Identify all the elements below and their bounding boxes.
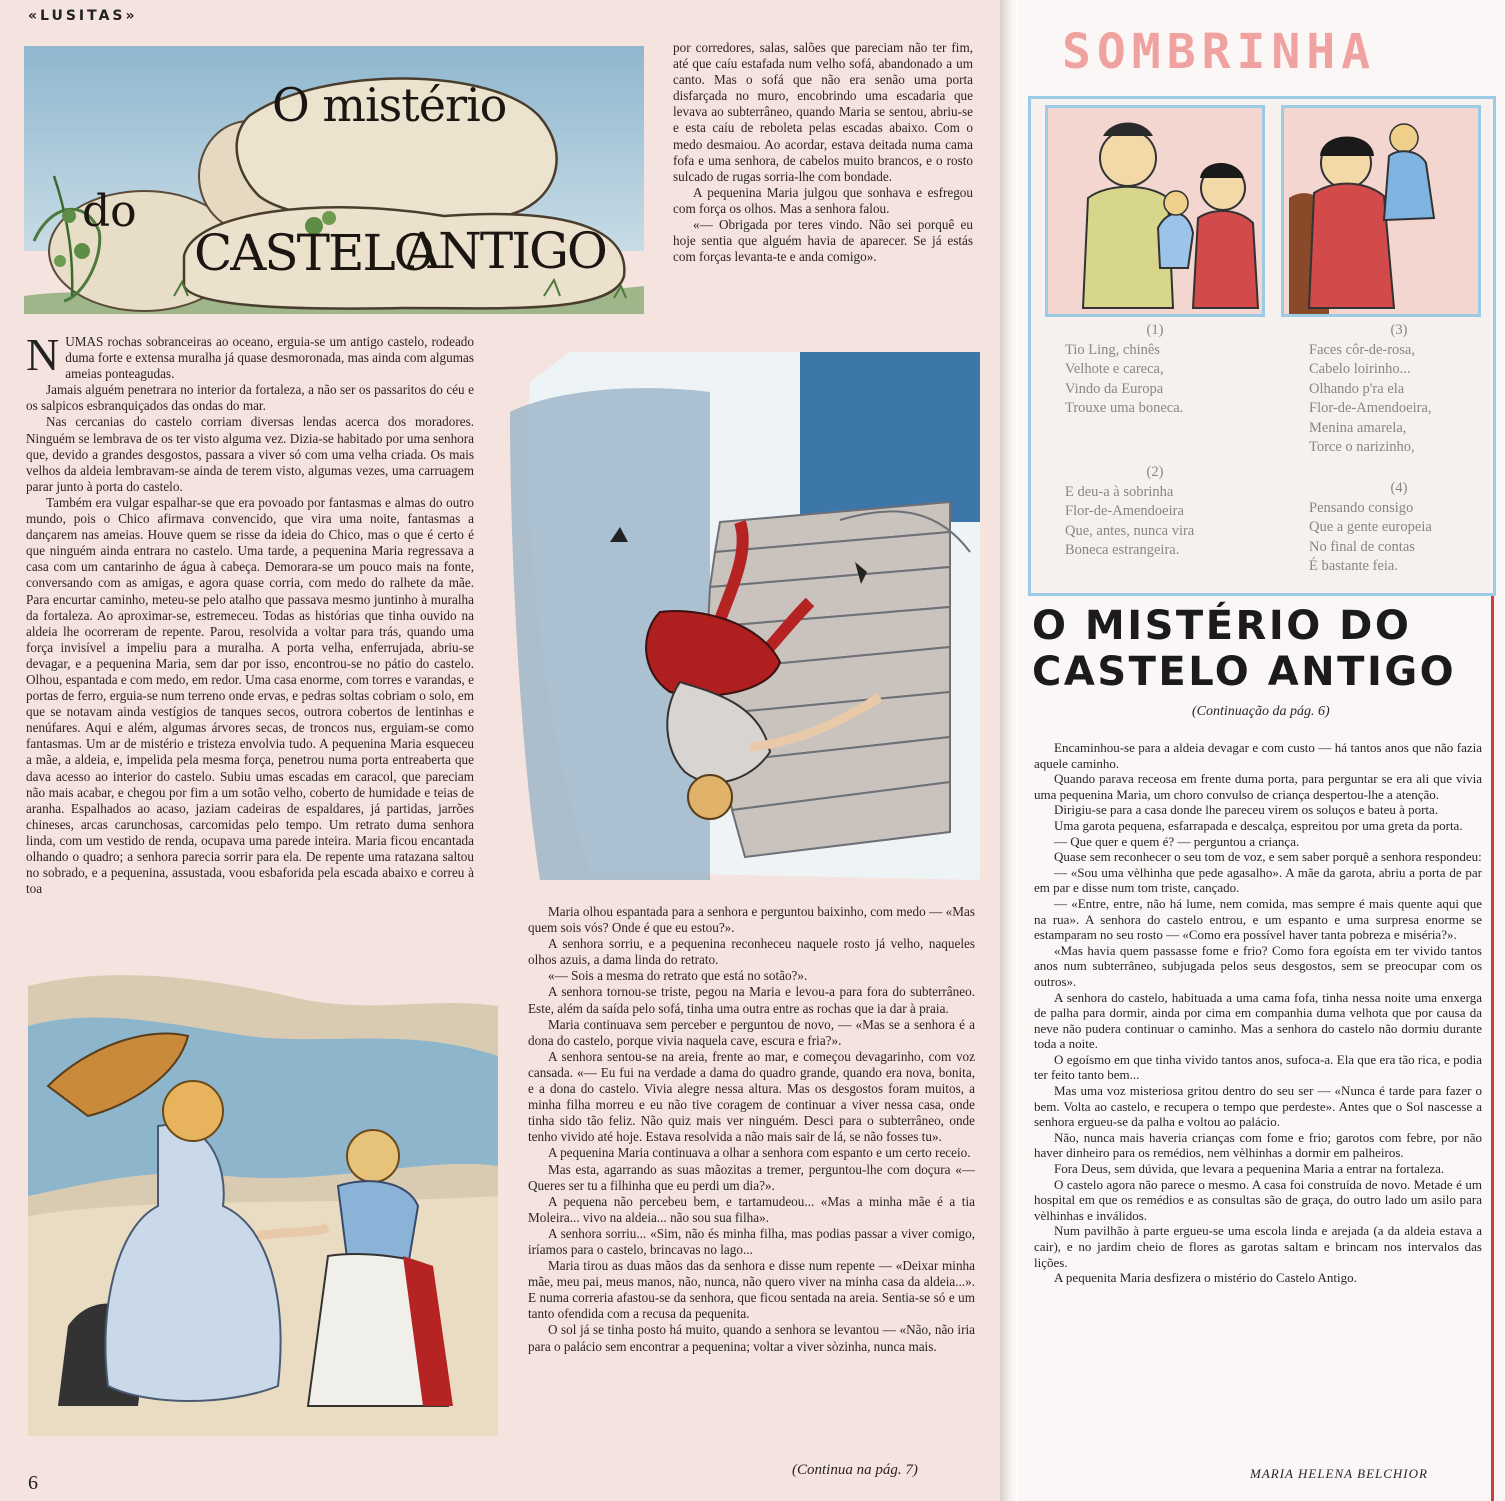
paragraph: Nas cercanias do castelo corriam diversas lendas acerca dos moradores. Ninguém se lembrava de os ter visto alguma vez. Dizia-se habitado por uma senhora que, devido a grandes desgostos, passara a viver só com uma velha criada. Os mais velhos da aldeia lembravam-se ainda de terem visto, algumas vezes, uma carruagem parar junto à porta do castelo. <box>26 414 474 494</box>
seaside-art <box>28 966 498 1436</box>
title-antigo: ANTIGO <box>404 222 606 280</box>
paragraph: A pequena não percebeu bem, e tartamudeou... «Mas a minha mãe é a tia Moleira... vivo na aldeia... não sou sua filha». <box>528 1193 975 1225</box>
paragraph: A senhora tornou-se triste, pegou na Maria e levou-a para fora do subterrâneo. Este, além da saída pelo sofá, tinha uma outra entre as rochas que ia dar à praia. <box>528 984 975 1016</box>
paragraph: A pequenina Maria julgou que sonhava e esfregou com força os olhos. Mas a senhora falou. <box>673 184 973 216</box>
staircase-art <box>510 352 980 880</box>
girl-doll-art <box>1284 108 1478 314</box>
poem-frame <box>1028 96 1496 596</box>
page-runner: «LUSITAS» <box>28 8 138 24</box>
story-column-2-top <box>673 40 973 265</box>
poem-line: Que a gente europeia <box>1309 519 1432 535</box>
poem-line: Olhando p'ra ela <box>1309 380 1405 397</box>
poem-line: É bastante feia. <box>1309 558 1398 574</box>
poem-line: Flor-de-Amendoeira, <box>1309 400 1432 416</box>
page-gutter <box>1000 0 1018 1501</box>
panel-1-illustration <box>1045 105 1265 317</box>
right-page <box>1018 0 1505 1501</box>
paragraph: — Que quer e quem é? — perguntou a criança. <box>1054 833 1300 849</box>
title-castelo: CASTELO <box>194 224 433 282</box>
page-number: 6 <box>28 1472 38 1494</box>
panel-2-illustration <box>1281 105 1481 317</box>
continued-note: (Continua na pág. 7) <box>792 1462 918 1478</box>
paragraph: — «Entre, entre, não há lume, nem comida, mas sempre é mais quente aqui que na rua». A senhora do castelo entrou, e um espanto e uma surpresa enorme se estamparam no seu rosto — «Como era possível haver tanta pobreza e miséria?». <box>1034 895 1482 943</box>
story-column-1 <box>26 329 474 897</box>
poem-line: Flor-de-Amendoeira <box>1065 503 1184 519</box>
stanza-number: (4) <box>1390 480 1408 496</box>
story-continuation <box>1034 740 1482 1286</box>
paragraph: «Mas havia quem passasse fome e frio? Como fora egoísta em ter vivido tantos anos num subterrâneo, subjugada pelos seus desgostos, sem se preocupar com os outros». <box>1034 942 1482 989</box>
paragraph: UMAS rochas sobranceiras ao oceano, erguia-se um antigo castelo, rodeado duma forte e extensa muralha já quase desmoronada, mas ainda com algumas ameias ponteagudas. <box>65 334 474 382</box>
paragraph: Não, nunca mais haveria crianças com fome e frio; garotos com febre, por não haver dinheiro para os remédios, nem vèlhinhas a dormir em palheiros. <box>1034 1129 1482 1161</box>
staircase-fall-illustration <box>510 352 980 880</box>
paragraph: «— Obrigada por teres vindo. Não sei porquê eu hoje sentia que alguém havia de aparecer. Se já estás com forças levanta-te e anda comigo». <box>673 217 973 265</box>
author-signature: MARIA HELENA BELCHIOR <box>1250 1466 1428 1481</box>
paragraph: Quando parava receosa em frente duma porta, para perguntar se era ali que vivia uma pequenina Maria, um choro convulso de criança despertou-lhe a atenção. <box>1034 771 1482 802</box>
stanza-2 <box>1065 463 1245 561</box>
paragraph: Uma garota pequena, esfarrapada e descalça, espreitou por uma greta da porta. <box>1054 817 1463 833</box>
story-column-2-bottom <box>528 904 975 1355</box>
paragraph: «— Sois a mesma do retrato que está no sotão?». <box>548 968 808 984</box>
paragraph: A pequenita Maria desfizera o mistério do Castelo Antigo. <box>1054 1270 1357 1286</box>
stanza-number: (3) <box>1390 322 1408 338</box>
paragraph: por corredores, salas, salões que pareciam não ter fim, até que caíu estafada num velho sofá, abandonado a um canto. Mas o sofá que não era senão uma porta disfarçada no muro, encobrindo uma escadaria que levava ao subterrâneo, quando Maria se sentou, abriu-se e esta caíu de reboleta pelas escadas abaixo. Com o medo desmaiou. Ao acordar, estava deitada numa cama fofa e uma senhora, de cabelos muito brancos, e o rosto sulcado de rugas sorria-lhe com bondade. <box>673 40 973 184</box>
paragraph: Num pavilhão à parte ergueu-se uma escola linda e arejada (a da aldeia estava a cair), e no jardim cheio de flores as garotas saltam e brincam nos intervalos das lições. <box>1034 1223 1482 1270</box>
paragraph: A senhora sentou-se na areia, frente ao mar, e começou devagarinho, com voz cansada. «— Eu fui na verdade a dama do quadro grande, quando era nova, bonita, e a dona do castelo. Vivia alegre nessa altura. Mas os desgostos foram muitos, a minha filha morreu e eu não tive coragem de continuar a viver nessa casa, onde tinha sido tão feliz. Não quiz mais ver ninguém. Desci para o subterrâneo, onde tenho vivido até hoje. Estava resolvida a não mais sair de lá, se não fosses tu». <box>528 1048 975 1145</box>
poem-line: Pensando consigo <box>1309 499 1414 516</box>
poem-line: E deu-a à sobrinha <box>1065 483 1174 500</box>
title-illustration <box>24 46 644 314</box>
poem-line: Velhote e careca, <box>1065 361 1164 377</box>
red-border-rule <box>1491 596 1494 1501</box>
paragraph: Encaminhou-se para a aldeia devagar e com custo — há tantos anos que não fazia aquele caminho. <box>1034 740 1482 771</box>
poem-line: Vindo da Europa <box>1065 380 1164 397</box>
paragraph: Mas uma voz misteriosa gritou dentro do seu ser — «Nunca é tarde para fazer o bem. Volta ao castelo, e recupera o tempo que perdeste». Antes que o Sol nascesse a senhora ergueu-se da palha e voltou ao palácio. <box>1034 1083 1482 1130</box>
paragraph: A senhora sorriu, e a pequenina reconheceu naquele rosto já velho, naqueles olhos azuis, a dama linda do retrato. <box>528 936 975 968</box>
paragraph: Jamais alguém penetrara no interior da fortaleza, a não ser os passaritos do céu e os salpicos esbranquiçados das ondas do mar. <box>26 382 474 414</box>
title-line-1: O mistério <box>272 78 507 132</box>
sombrinha-title: SOMBRINHA <box>1062 24 1377 80</box>
paragraph: Maria olhou espantada para a senhora e perguntou baixinho, com medo — «Mas quem sois vós? Onde é que eu estou?». <box>528 904 975 936</box>
paragraph: — «Sou uma vèlhinha que pede agasalho». A mãe da garota, abriu a porta de par em par e disse num tom triste, cançado. <box>1034 864 1482 896</box>
paragraph: O castelo agora não parece o mesmo. A casa foi construída de novo. Metade é um hospital em que os remédios e as consultas são de graça, do outro lado um asilo para vèlhinhas e inválidos. <box>1034 1176 1482 1223</box>
stanza-number: (1) <box>1146 322 1164 338</box>
poem-line: Boneca estrangeira. <box>1065 542 1180 558</box>
poem-line: Que, antes, nunca vira <box>1065 522 1195 539</box>
paragraph: Mas esta, agarrando as suas mãozitas a tremer, perguntou-lhe com doçura «— Queres ser tu a filhinha que eu perdi um dia?». <box>528 1161 975 1193</box>
poem-line: Faces côr-de-rosa, <box>1309 341 1415 358</box>
title-do: do <box>82 186 137 237</box>
paragraph: Fora Deus, sem dúvida, que levara a pequenina Maria a entrar na fortaleza. <box>1054 1161 1445 1177</box>
drop-cap: N <box>26 329 60 380</box>
poem-line: Trouxe uma boneca. <box>1065 400 1184 416</box>
seaside-illustration <box>28 966 498 1436</box>
paragraph: Maria continuava sem perceber e perguntou de novo, — «Mas se a senhora é a dona do castelo, porque vivia naquela cave, escura e fria?». <box>528 1016 975 1048</box>
continuation-note: (Continuação da pág. 6) <box>1192 704 1330 719</box>
paragraph: Também era vulgar espalhar-se que era povoado por fantasmas e almas do outro mundo, pois o Chico afirmava convencido, que vira uma noite, fantasmas a dançarem nas ameias. Houve quem se risse da ideia do Chico, mas o que é certo é que ninguém ainda entrara no castelo. Uma tarde, a pequenina Maria regressava a casa com um cantarinho de água à cabeça. Demorara-se um pouco mais na fonte, conversando com as amigas, e agora quase corria, com medo do ralhete da mãe. Para encurtar caminho, meteu-se pelo atalho que passava mesmo juntinho à muralha da fortaleza. Ao aproximar-se, estremeceu. Todas as histórias que tinha ouvido na aldeia lhe ocorreram de repente. Parou, resolvida a voltar para trás, quando uma força invisível a impeliu para a muralha. A porta velha, enferrujada, abriu-se devagar, e a pequenina Maria, sem dar por isso, encontrou-se no pátio do castelo. Olhou, espantada e com medo, em redor. Uma casa enorme, com torres e varandas, e portas de ferro, erguia-se num terreno onde ervas, e pedras soltas cobriam o solo, em que se notavam ainda vestígios de tanques secos, outrora cobertos de lentinhas e nenúfares. Aqui e além, algumas árvores secas, de troncos nus, erguiam-se como fantasmas. Um ar de mistério e tristeza envolvia tudo. A pequenina Maria esqueceu a mãe, a aldeia, e, impelida pela mesma força, penetrou numa porta entreaberta que dava acesso ao interior do castelo. Subiu umas escadas em caracol, que pareciam não mais acabar, e chegou por fim a um sotão velho, coberto de humidade e teias de aranha. Espalhados ao acaso, jaziam cadeiras de espaldares, já partidas, jarrões chineses, arcas carunchosas, carcomidas pelo tempo. Um retrato duma senhora linda, com um vestido de renda, ocupava uma parede inteira. Maria ficou encantada olhando o quadro; a senhora parecia sorrir para ela. De repente uma ratazana saltou no sobrado, e a pequenina, assustada, voou esbaforida pela escada abaixo e correu à toa <box>26 494 474 897</box>
stanza-number: (2) <box>1146 464 1164 480</box>
stanza-3 <box>1309 321 1489 458</box>
paragraph: O sol já se tinha posto há muito, quando a senhora se levantou — «Não, não iria para o palácio sem encontrar a pequenina; voltar a viver sòzinha, nunca mais. <box>528 1322 975 1354</box>
paragraph: Dirigiu-se para a casa donde lhe pareceu virem os soluços e bateu à porta. <box>1054 802 1439 818</box>
poem-line: Torce o narizinho, <box>1309 439 1415 455</box>
paragraph: A senhora sorriu... «Sim, não és minha filha, mas podias passar a viver comigo, iríamos para o castelo, brincavas no lago... <box>528 1225 975 1257</box>
paragraph: O egoísmo em que tinha vivido tantos anos, sufoca-a. Ela que era tão rica, e podia ter feito tanto bem... <box>1034 1051 1482 1083</box>
story-title-line-2: CASTELO ANTIGO <box>1032 649 1457 695</box>
stanza-4 <box>1309 479 1489 577</box>
story-title-line-1: O MISTÉRIO DO <box>1032 603 1412 649</box>
paragraph: Quase sem reconhecer o seu tom de voz, e sem saber porquê a senhora respondeu: <box>1054 849 1482 865</box>
paragraph: A pequenina Maria continuava a olhar a senhora com espanto e um certo receio. <box>548 1145 971 1161</box>
poem-line: Cabelo loirinho... <box>1309 361 1411 377</box>
poem-line: Menina amarela, <box>1309 419 1407 436</box>
stanza-1 <box>1065 321 1245 419</box>
paragraph: Maria tirou as duas mãos das da senhora e disse num repente — «Deixar minha mãe, meu pai, meus manos, não, nunca, não quero viver na minha casa da aldeia...». E numa correria afastou-se da senhora, que ficou sentada na areia. Sentia-se só e um tanto ofendida com a recusa da pequenita. <box>528 1258 975 1322</box>
poem-line: No final de contas <box>1309 538 1415 555</box>
uncle-ling-art <box>1048 108 1262 314</box>
paragraph: A senhora do castelo, habituada a uma cama fofa, tinha nessa noite uma enxerga de palha para dormir, ainda por cima em companhia duma velhota que por causa da neve não pudera continuar o caminho. Mas a senhora do castelo não dormiu durante toda a noite. <box>1034 989 1482 1052</box>
poem-line: Tio Ling, chinês <box>1065 341 1160 358</box>
